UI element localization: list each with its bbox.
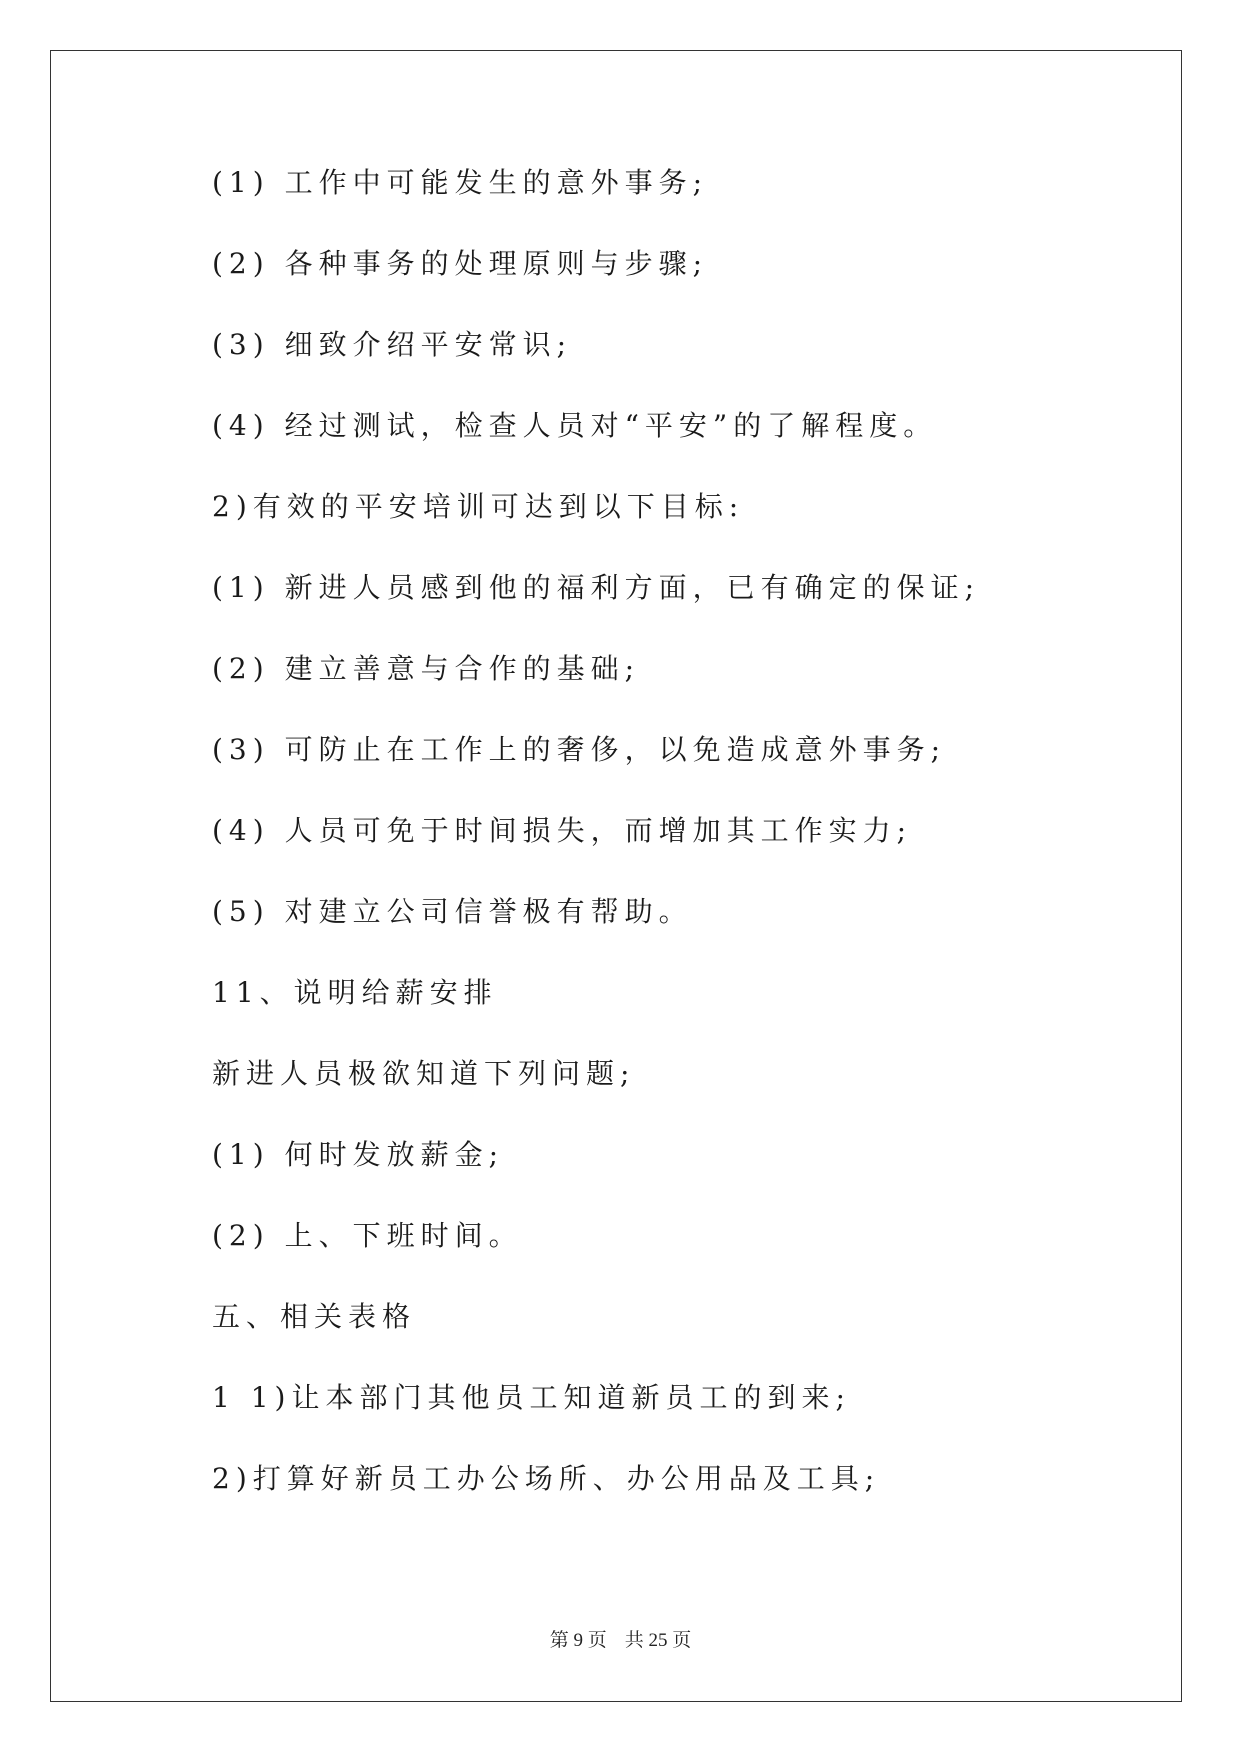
text-line: 2)有效的平安培训可达到以下目标:: [212, 490, 745, 523]
text-line: (1) 工作中可能发生的意外事务;: [212, 166, 708, 199]
text-line: (3) 细致介绍平安常识;: [212, 328, 572, 361]
text-line: (2) 上、下班时间。: [212, 1219, 523, 1252]
text-line: (1) 何时发放薪金;: [212, 1138, 504, 1171]
text-line: (4) 人员可免于时间损失，而增加其工作实力;: [212, 814, 912, 847]
page-total: 共 25 页: [624, 1630, 692, 1651]
text-line: (2) 建立善意与合作的基础;: [212, 652, 640, 685]
text-line: (1) 新进人员感到他的福利方面，已有确定的保证;: [212, 571, 980, 604]
text-line: (3) 可防止在工作上的奢侈，以免造成意外事务;: [212, 733, 946, 766]
text-line: 1 1)让本部门其他员工知道新员工的到来;: [212, 1381, 851, 1414]
page-number: 第 9 页: [549, 1630, 607, 1651]
section-heading: 11、说明给薪安排: [212, 976, 498, 1009]
section-heading: 五、相关表格: [212, 1300, 417, 1333]
text-line: 2)打算好新员工办公场所、办公用品及工具;: [212, 1462, 881, 1495]
text-line: (5) 对建立公司信誉极有帮助。: [212, 895, 693, 928]
text-line: (2) 各种事务的处理原则与步骤;: [212, 247, 708, 280]
document-body: [212, 165, 1072, 1542]
text-line: (4) 经过测试，检查人员对“平安”的了解程度。: [212, 409, 938, 442]
page-footer: [0, 1625, 1241, 1652]
text-line: 新进人员极欲知道下列问题;: [212, 1057, 636, 1090]
